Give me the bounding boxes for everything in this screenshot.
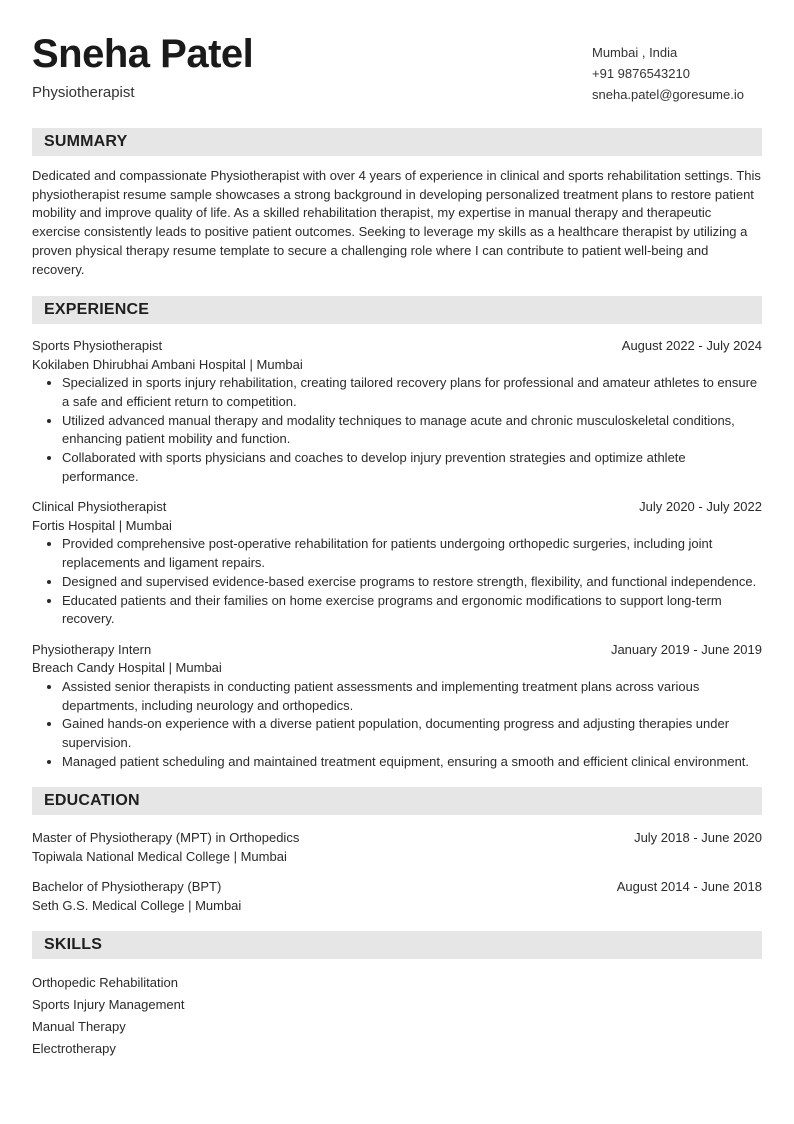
- job-bullet-list: [32, 678, 762, 772]
- education-entry: [32, 878, 762, 915]
- experience-entry: [32, 641, 762, 772]
- section-heading-education: EDUCATION: [32, 787, 762, 815]
- education-dates: July 2018 - June 2020: [634, 830, 762, 846]
- job-bullet: • Assisted senior therapists in conducting patient assessments and implementing treatment plans across various departments, including neurology and orthopedics.: [62, 678, 762, 715]
- job-bullet: • Managed patient scheduling and maintained treatment equipment, ensuring a smooth and efficient clinical environment.: [62, 753, 762, 772]
- contact-phone: +91 9876543210: [592, 66, 690, 81]
- job-bullet: • Specialized in sports injury rehabilitation, creating tailored recovery plans for professional and amateur athletes to ensure a safe and efficient return to competition.: [62, 374, 762, 411]
- skill-item: Orthopedic Rehabilitation: [32, 975, 178, 991]
- experience-entry: [32, 498, 762, 629]
- job-bullet: • Utilized advanced manual therapy and modality techniques to manage acute and chronic musculoskeletal conditions, enhancing patient mobility and function.: [62, 412, 762, 449]
- education-degree: Bachelor of Physiotherapy (BPT): [32, 879, 222, 895]
- job-organization: Breach Candy Hospital | Mumbai: [32, 660, 222, 676]
- contact-location: Mumbai , India: [592, 45, 678, 60]
- resume-header: [32, 34, 762, 120]
- education-school: Topiwala National Medical College | Mumbai: [32, 848, 287, 864]
- job-position: Sports Physiotherapist: [32, 338, 163, 354]
- job-dates: January 2019 - June 2019: [610, 641, 762, 657]
- skill-item: Sports Injury Management: [32, 997, 185, 1013]
- contact-email[interactable]: sneha.patel@goresume.io: [592, 87, 744, 102]
- experience-entry: [32, 337, 762, 486]
- summary-paragraph: Dedicated and compassionate Physiotherapist with over 4 years of experience in clinical and sports rehabilitation settings. This physiotherapist resume sample showcases a strong background in developing personalized treatment plans to restore patient mobility and improve quality of life. As a skilled rehabilitation therapist, my expertise in manual therapy and therapeutic exercise consistently leads to positive patient outcomes. Seeking to leverage my skills as a healthcare therapist by utilizing a proven physical therapy resume template to secure a challenging role where I can contribute to patient well-being and recovery.: [32, 168, 761, 277]
- job-bullet-list: [32, 535, 762, 629]
- job-bullet: • Gained hands-on experience with a diverse patient population, documenting progress and adjusting therapies under supervision.: [62, 715, 762, 752]
- job-position: Clinical Physiotherapist: [32, 499, 167, 515]
- job-organization: Kokilaben Dhirubhai Ambani Hospital | Mumbai: [32, 356, 303, 372]
- education-entry: [32, 829, 762, 866]
- skills-list: [32, 972, 762, 1059]
- section-heading-summary: SUMMARY: [32, 128, 762, 156]
- job-bullet: • Provided comprehensive post-operative rehabilitation for patients undergoing orthopedic surgeries, including joint replacements and ligament repairs.: [62, 535, 762, 572]
- skill-item: Manual Therapy: [32, 1019, 126, 1035]
- job-bullet: • Educated patients and their families on home exercise programs and ergonomic modifications to support long-term recovery.: [62, 592, 762, 629]
- job-bullet: • Collaborated with sports physicians and coaches to develop injury prevention strategies and optimize athlete performance.: [62, 449, 762, 486]
- education-degree: Master of Physiotherapy (MPT) in Orthopedics: [32, 830, 300, 846]
- job-organization: Fortis Hospital | Mumbai: [32, 517, 172, 533]
- job-dates: August 2022 - July 2024: [621, 338, 762, 354]
- candidate-name: Sneha Patel: [32, 32, 254, 76]
- section-heading-skills: SKILLS: [32, 931, 762, 959]
- skill-item: Electrotherapy: [32, 1040, 116, 1056]
- job-bullet: • Designed and supervised evidence-based exercise programs to restore strength, flexibility, and functional independence.: [62, 573, 762, 592]
- candidate-title: Physiotherapist: [32, 84, 135, 101]
- education-dates: August 2014 - June 2018: [616, 879, 762, 895]
- job-bullet-list: [32, 374, 762, 486]
- job-dates: July 2020 - July 2022: [639, 499, 762, 515]
- contact-block: [592, 42, 762, 105]
- job-position: Physiotherapy Intern: [32, 641, 152, 657]
- education-school: Seth G.S. Medical College | Mumbai: [32, 897, 242, 913]
- section-heading-experience: EXPERIENCE: [32, 296, 762, 324]
